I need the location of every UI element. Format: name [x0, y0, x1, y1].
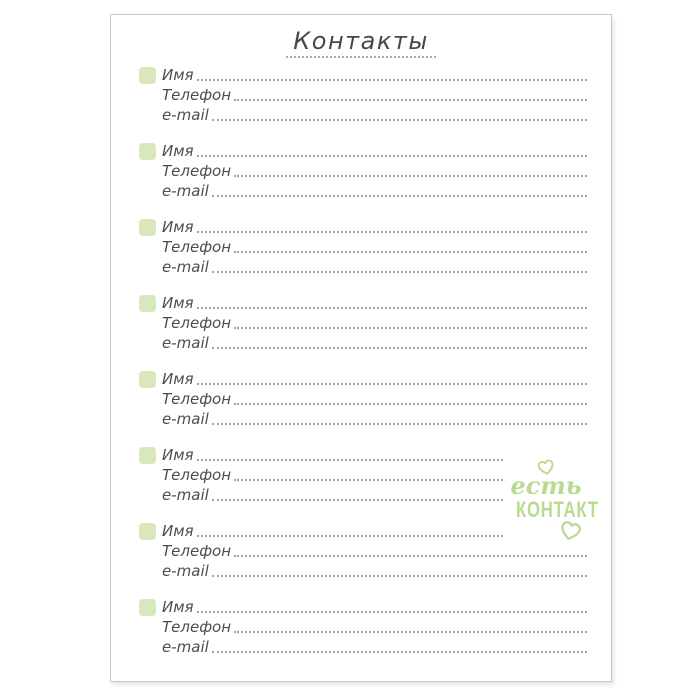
name-row [139, 597, 587, 617]
heart-icon-wrap [503, 518, 589, 547]
email-label: e-mail [162, 334, 209, 352]
bullet-square-icon [139, 371, 156, 388]
email-label: e-mail [162, 182, 209, 200]
name-label: Имя [162, 370, 194, 388]
phone-write-in-line [234, 403, 587, 405]
email-row [139, 105, 587, 125]
phone-row [139, 617, 587, 637]
bullet-square-icon [139, 447, 156, 464]
email-label: e-mail [162, 258, 209, 276]
name-write-in-line [197, 383, 587, 385]
phone-write-in-line [234, 251, 587, 253]
email-write-in-line [212, 347, 587, 349]
email-write-in-line [212, 271, 587, 273]
email-row [139, 181, 587, 201]
page-header [111, 27, 611, 58]
contact-entry [139, 369, 587, 429]
phone-label: Телефон [162, 618, 232, 636]
email-write-in-line [212, 575, 587, 577]
name-label: Имя [162, 294, 194, 312]
contact-entry [139, 65, 587, 125]
name-write-in-line [197, 155, 587, 157]
email-row [139, 257, 587, 277]
phone-label: Телефон [162, 542, 232, 560]
phone-row [139, 85, 587, 105]
name-write-in-line [197, 611, 587, 613]
watermark-caps-text: КОНТАКТ [516, 497, 599, 522]
heart-icon [534, 455, 558, 479]
email-label: e-mail [162, 562, 209, 580]
phone-label: Телефон [162, 86, 232, 104]
name-label: Имя [162, 598, 194, 616]
page-title: Контакты [293, 27, 429, 55]
name-row [139, 65, 587, 85]
name-label: Имя [162, 218, 194, 236]
name-write-in-line [197, 307, 587, 309]
contact-entry [139, 217, 587, 277]
email-write-in-line [212, 423, 587, 425]
phone-row [139, 389, 587, 409]
phone-row [139, 237, 587, 257]
contact-entry [139, 597, 587, 657]
email-write-in-line [212, 119, 587, 121]
phone-write-in-line [234, 555, 587, 557]
name-label: Имя [162, 142, 194, 160]
phone-write-in-line [234, 99, 587, 101]
bullet-square-icon [139, 599, 156, 616]
bullet-square-icon [139, 523, 156, 540]
bullet-square-icon [139, 143, 156, 160]
name-write-in-line [197, 231, 587, 233]
contacts-page [110, 14, 612, 682]
bullet-square-icon [139, 67, 156, 84]
contact-list [139, 65, 587, 673]
phone-write-in-line [234, 327, 587, 329]
bullet-square-icon [139, 295, 156, 312]
name-label: Имя [162, 446, 194, 464]
phone-label: Телефон [162, 466, 232, 484]
name-row [139, 293, 587, 313]
watermark-stamp [503, 457, 599, 547]
bullet-square-icon [139, 219, 156, 236]
name-row [139, 217, 587, 237]
email-label: e-mail [162, 410, 209, 428]
email-row [139, 409, 587, 429]
phone-label: Телефон [162, 390, 232, 408]
name-row [139, 141, 587, 161]
email-label: e-mail [162, 638, 209, 656]
email-row [139, 333, 587, 353]
phone-write-in-line [234, 631, 587, 633]
phone-row [139, 161, 587, 181]
email-write-in-line [212, 651, 587, 653]
name-row [139, 369, 587, 389]
title-dotted-underline [286, 56, 436, 58]
watermark-script-text: есть [510, 471, 582, 500]
name-label: Имя [162, 66, 194, 84]
contact-entry [139, 141, 587, 201]
email-row [139, 637, 587, 657]
name-label: Имя [162, 522, 194, 540]
phone-label: Телефон [162, 314, 232, 332]
phone-write-in-line [234, 175, 587, 177]
email-label: e-mail [162, 486, 209, 504]
phone-row [139, 313, 587, 333]
name-write-in-line [197, 79, 587, 81]
phone-label: Телефон [162, 162, 232, 180]
email-row [139, 561, 587, 581]
heart-icon [555, 515, 585, 545]
phone-label: Телефон [162, 238, 232, 256]
email-label: e-mail [162, 106, 209, 124]
contact-entry [139, 293, 587, 353]
email-write-in-line [212, 195, 587, 197]
